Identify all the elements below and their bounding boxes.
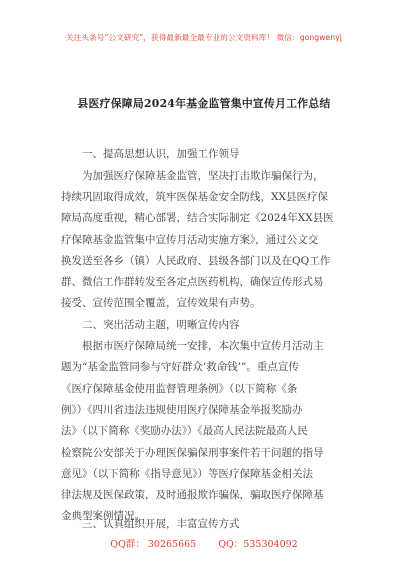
- header-note: 关注头条号“公文研究”，获得最新最全最专业的公文资料库！ 微信：gongwenyj: [66, 33, 342, 42]
- section-heading-2: 二、突出活动主题，明晰宣传内容: [82, 319, 240, 331]
- body-line: 换发送至各乡（镇）人民政府、县级各部门以及在QQ工作: [61, 255, 331, 267]
- body-line: 群、微信工作群转发至各定点医药机构，确保宣传形式易: [61, 276, 324, 288]
- body-line: 法》（以下简称《奖励办法》）《最高人民法院最高人民: [61, 425, 308, 437]
- body-line: 根据市医疗保障局统一安排，本次集中宣传月活动主: [82, 340, 324, 352]
- body-line: 题为“基金监管同参与守好群众‘救命钱’”。重点宣传: [61, 361, 299, 373]
- qq-group-label: QQ群： 30265665: [110, 539, 197, 550]
- body-line: 为加强医疗保障基金监管，坚决打击欺诈骗保行为，: [82, 170, 324, 182]
- body-line: 检察院公安部关于办理医保骗保刑事案件若干问题的指导: [61, 447, 324, 459]
- qq-label: QQ：535304092: [218, 539, 298, 550]
- body-line: 《医疗保障基金使用监督管理条例》（以下简称《条: [61, 383, 298, 395]
- body-line: 意见》（以下简称《指导意见》）等医疗保障基金相关法: [61, 468, 313, 480]
- body-line: 障局高度重视，精心部署，结合实际制定《2024年XX县医: [61, 212, 334, 224]
- document-title: 县医疗保障局2024年基金监管集中宣传月工作总结: [77, 97, 331, 110]
- body-line: 金典型案例情况。: [61, 510, 145, 522]
- body-line: 律法规及医保政策，及时通报欺诈骗保，骗取医疗保障基: [61, 489, 324, 501]
- footer-contact: [0, 536, 408, 550]
- body-line: 疗保障基金监管集中宣传月活动实施方案》，通过公文交: [61, 234, 319, 246]
- section-heading-1: 一、提高思想认识，加强工作领导: [82, 148, 240, 160]
- body-line: 例》）《四川省违法违规使用医疗保障基金举报奖励办: [61, 404, 303, 416]
- section-heading-3: 三、认真组织开展，丰富宣传方式: [82, 518, 240, 530]
- body-line: 持续巩固取得成效，筑牢医保基金安全防线，XX县医疗保: [61, 191, 328, 203]
- body-line: 接受、宣传范围全覆盖，宣传效果有声势。: [61, 297, 261, 309]
